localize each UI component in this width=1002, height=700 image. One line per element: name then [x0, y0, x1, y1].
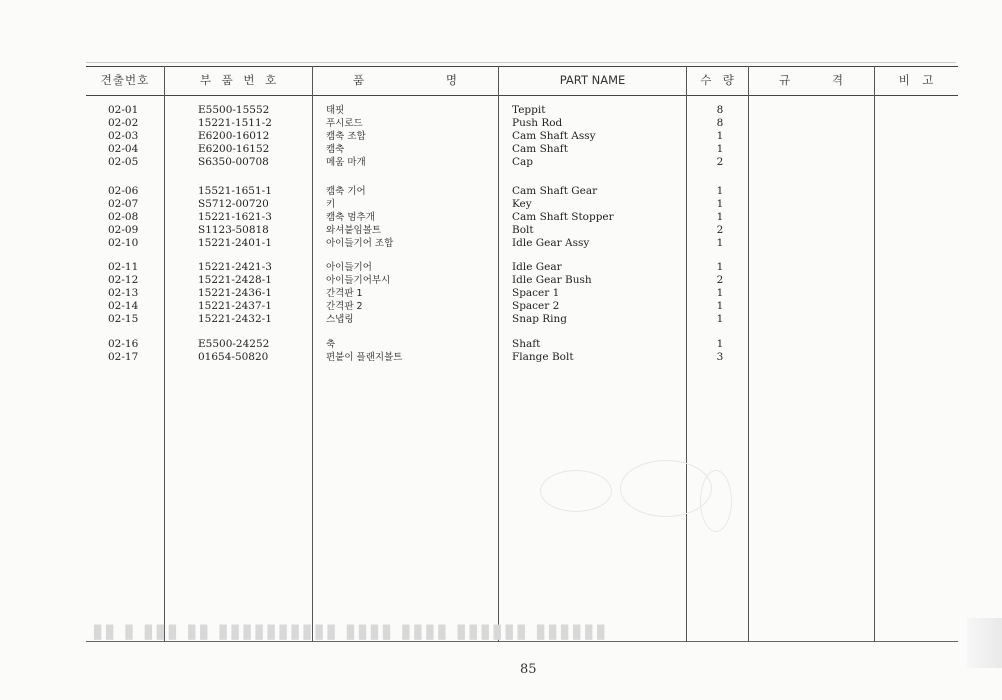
- header-part-no-char: 호: [265, 73, 278, 87]
- part-name-cell: Teppit: [512, 104, 546, 116]
- quantity-cell: 2: [716, 156, 724, 168]
- korean-name-cell: 스냅링: [326, 314, 354, 325]
- quantity-cell: 2: [716, 274, 724, 286]
- page-edge-line: [86, 62, 956, 63]
- part-name-cell: Key: [512, 198, 532, 210]
- table-row: [86, 117, 958, 130]
- faint-diagram-shape: [700, 470, 732, 532]
- seq-cell: 02-12: [108, 274, 139, 286]
- korean-name-cell: 캠축: [326, 144, 345, 155]
- korean-name-cell: 캠축 멈추개: [326, 212, 375, 223]
- part-name-cell: Cap: [512, 156, 534, 168]
- quantity-cell: 8: [716, 104, 724, 116]
- row-group: [86, 338, 958, 364]
- seq-cell: 02-16: [108, 338, 139, 350]
- row-group: [86, 185, 958, 250]
- header-divider: [86, 95, 958, 96]
- header-quantity-char: 량: [722, 73, 735, 87]
- table-row: [86, 156, 958, 169]
- part-name-cell: Spacer 2: [512, 300, 560, 312]
- part-name-cell: Cam Shaft Gear: [512, 185, 598, 197]
- header-korean-name: [313, 66, 498, 95]
- korean-name-cell: 간격판 2: [326, 301, 363, 312]
- header-part-no-char: 번: [243, 73, 256, 87]
- part-number-cell: E6200-16152: [198, 143, 270, 155]
- quantity-cell: 1: [716, 338, 724, 350]
- part-number-cell: 15221-2432-1: [198, 313, 272, 325]
- faint-diagram-shape: [540, 470, 612, 512]
- seq-cell: 02-07: [108, 198, 139, 210]
- part-number-cell: 15521-1651-1: [198, 185, 272, 197]
- korean-name-cell: 아이들기어: [326, 262, 372, 273]
- part-name-cell: Flange Bolt: [512, 351, 574, 363]
- table-row: [86, 287, 958, 300]
- parts-table: [86, 66, 958, 642]
- header-spec-char: 규: [779, 73, 792, 87]
- seq-cell: 02-13: [108, 287, 139, 299]
- part-name-cell: Push Rod: [512, 117, 563, 129]
- part-number-cell: 15221-1621-3: [198, 211, 272, 223]
- korean-name-cell: 캠축 기어: [326, 186, 366, 197]
- table-row: [86, 261, 958, 274]
- header-quantity-char: 수: [700, 73, 713, 87]
- part-number-cell: E5500-15552: [198, 104, 270, 116]
- bleedthrough-glyphs: ▮▮ ▮ ▮▮▮ ▮▮ ▮▮▮▮▮▮▮▮▮▮ ▮▮▮▮ ▮▮▮▮ ▮▮▮▮▮▮ ▮▮▮▮▮▮: [92, 622, 608, 646]
- part-name-cell: Shaft: [512, 338, 541, 350]
- part-name-cell: Idle Gear Assy: [512, 237, 590, 249]
- seq-cell: 02-09: [108, 224, 139, 236]
- quantity-cell: 1: [716, 198, 724, 210]
- part-number-cell: 01654-50820: [198, 351, 269, 363]
- quantity-cell: 1: [716, 261, 724, 273]
- table-row: [86, 351, 958, 364]
- quantity-cell: 1: [716, 287, 724, 299]
- korean-name-cell: 와셔붙임볼트: [326, 225, 382, 236]
- header-remarks-char: 비: [898, 73, 911, 87]
- korean-name-cell: 아이들기어부시: [326, 275, 391, 286]
- korean-name-cell: 축: [326, 339, 336, 350]
- korean-name-cell: 푸시로드: [326, 118, 363, 129]
- korean-name-cell: 메움 마개: [326, 157, 366, 168]
- korean-name-cell: 간격판 1: [326, 288, 363, 299]
- part-name-cell: Bolt: [512, 224, 534, 236]
- quantity-cell: 1: [716, 143, 724, 155]
- header-korean-name-char: 명: [445, 73, 458, 87]
- table-row: [86, 274, 958, 287]
- part-name-cell: Cam Shaft: [512, 143, 568, 155]
- page-number: 85: [520, 662, 537, 677]
- seq-cell: 02-14: [108, 300, 139, 312]
- table-row: [86, 300, 958, 313]
- table-row: [86, 104, 958, 117]
- part-number-cell: 15221-2437-1: [198, 300, 272, 312]
- header-quantity: [687, 66, 748, 95]
- part-number-cell: 15221-2436-1: [198, 287, 272, 299]
- quantity-cell: 1: [716, 211, 724, 223]
- korean-name-cell: 편붙이 플랜지볼트: [326, 352, 403, 363]
- seq-cell: 02-05: [108, 156, 139, 168]
- quantity-cell: 1: [716, 130, 724, 142]
- part-number-cell: 15221-2421-3: [198, 261, 272, 273]
- header-spec: [749, 66, 874, 95]
- part-number-cell: S5712-00720: [198, 198, 269, 210]
- row-group: [86, 261, 958, 326]
- table-row: [86, 211, 958, 224]
- header-part-no: [165, 66, 312, 95]
- quantity-cell: 8: [716, 117, 724, 129]
- header-remarks: [875, 66, 958, 95]
- korean-name-cell: 캠축 조합: [326, 131, 366, 142]
- table-row: [86, 143, 958, 156]
- header-spec-char: 격: [831, 73, 844, 87]
- table-row: [86, 198, 958, 211]
- part-name-cell: Cam Shaft Assy: [512, 130, 596, 142]
- header-part-no-char: 부: [199, 73, 212, 87]
- korean-name-cell: 태핏: [326, 105, 345, 116]
- table-row: [86, 185, 958, 198]
- part-number-cell: 15221-1511-2: [198, 117, 272, 129]
- seq-cell: 02-01: [108, 104, 139, 116]
- part-name-cell: Spacer 1: [512, 287, 560, 299]
- seq-cell: 02-15: [108, 313, 139, 325]
- korean-name-cell: 키: [326, 199, 336, 210]
- seq-cell: 02-04: [108, 143, 139, 155]
- quantity-cell: 1: [716, 300, 724, 312]
- part-number-cell: S6350-00708: [198, 156, 269, 168]
- part-name-cell: Idle Gear Bush: [512, 274, 592, 286]
- seq-cell: 02-11: [108, 261, 139, 273]
- header-korean-name-char: 품: [353, 73, 366, 87]
- table-row: [86, 130, 958, 143]
- korean-name-cell: 아이들기어 조합: [326, 238, 394, 249]
- table-row: [86, 237, 958, 250]
- part-name-cell: Cam Shaft Stopper: [512, 211, 614, 223]
- quantity-cell: 2: [716, 224, 724, 236]
- part-number-cell: E5500-24252: [198, 338, 270, 350]
- seq-cell: 02-08: [108, 211, 139, 223]
- table-row: [86, 313, 958, 326]
- quantity-cell: 1: [716, 313, 724, 325]
- seq-cell: 02-17: [108, 351, 139, 363]
- part-number-cell: 15221-2401-1: [198, 237, 272, 249]
- part-number-cell: 15221-2428-1: [198, 274, 272, 286]
- header-part-no-char: 품: [221, 73, 234, 87]
- part-number-cell: S1123-50818: [198, 224, 269, 236]
- part-name-cell: Snap Ring: [512, 313, 568, 325]
- mirrored-bleedthrough-text: [92, 622, 607, 646]
- part-number-cell: E6200-16012: [198, 130, 270, 142]
- quantity-cell: 1: [716, 185, 724, 197]
- page-curl-shadow: [967, 618, 1002, 668]
- row-group: [86, 104, 958, 169]
- seq-cell: 02-10: [108, 237, 139, 249]
- table-row: [86, 338, 958, 351]
- quantity-cell: 1: [716, 237, 724, 249]
- table-row: [86, 224, 958, 237]
- header-remarks-char: 고: [922, 73, 935, 87]
- seq-cell: 02-02: [108, 117, 139, 129]
- seq-cell: 02-06: [108, 185, 139, 197]
- header-part-name: PART NAME: [559, 73, 626, 87]
- header-seq: 견출번호: [100, 73, 150, 87]
- part-name-cell: Idle Gear: [512, 261, 562, 273]
- seq-cell: 02-03: [108, 130, 139, 142]
- quantity-cell: 3: [716, 351, 724, 363]
- faint-diagram-shape: [620, 460, 712, 517]
